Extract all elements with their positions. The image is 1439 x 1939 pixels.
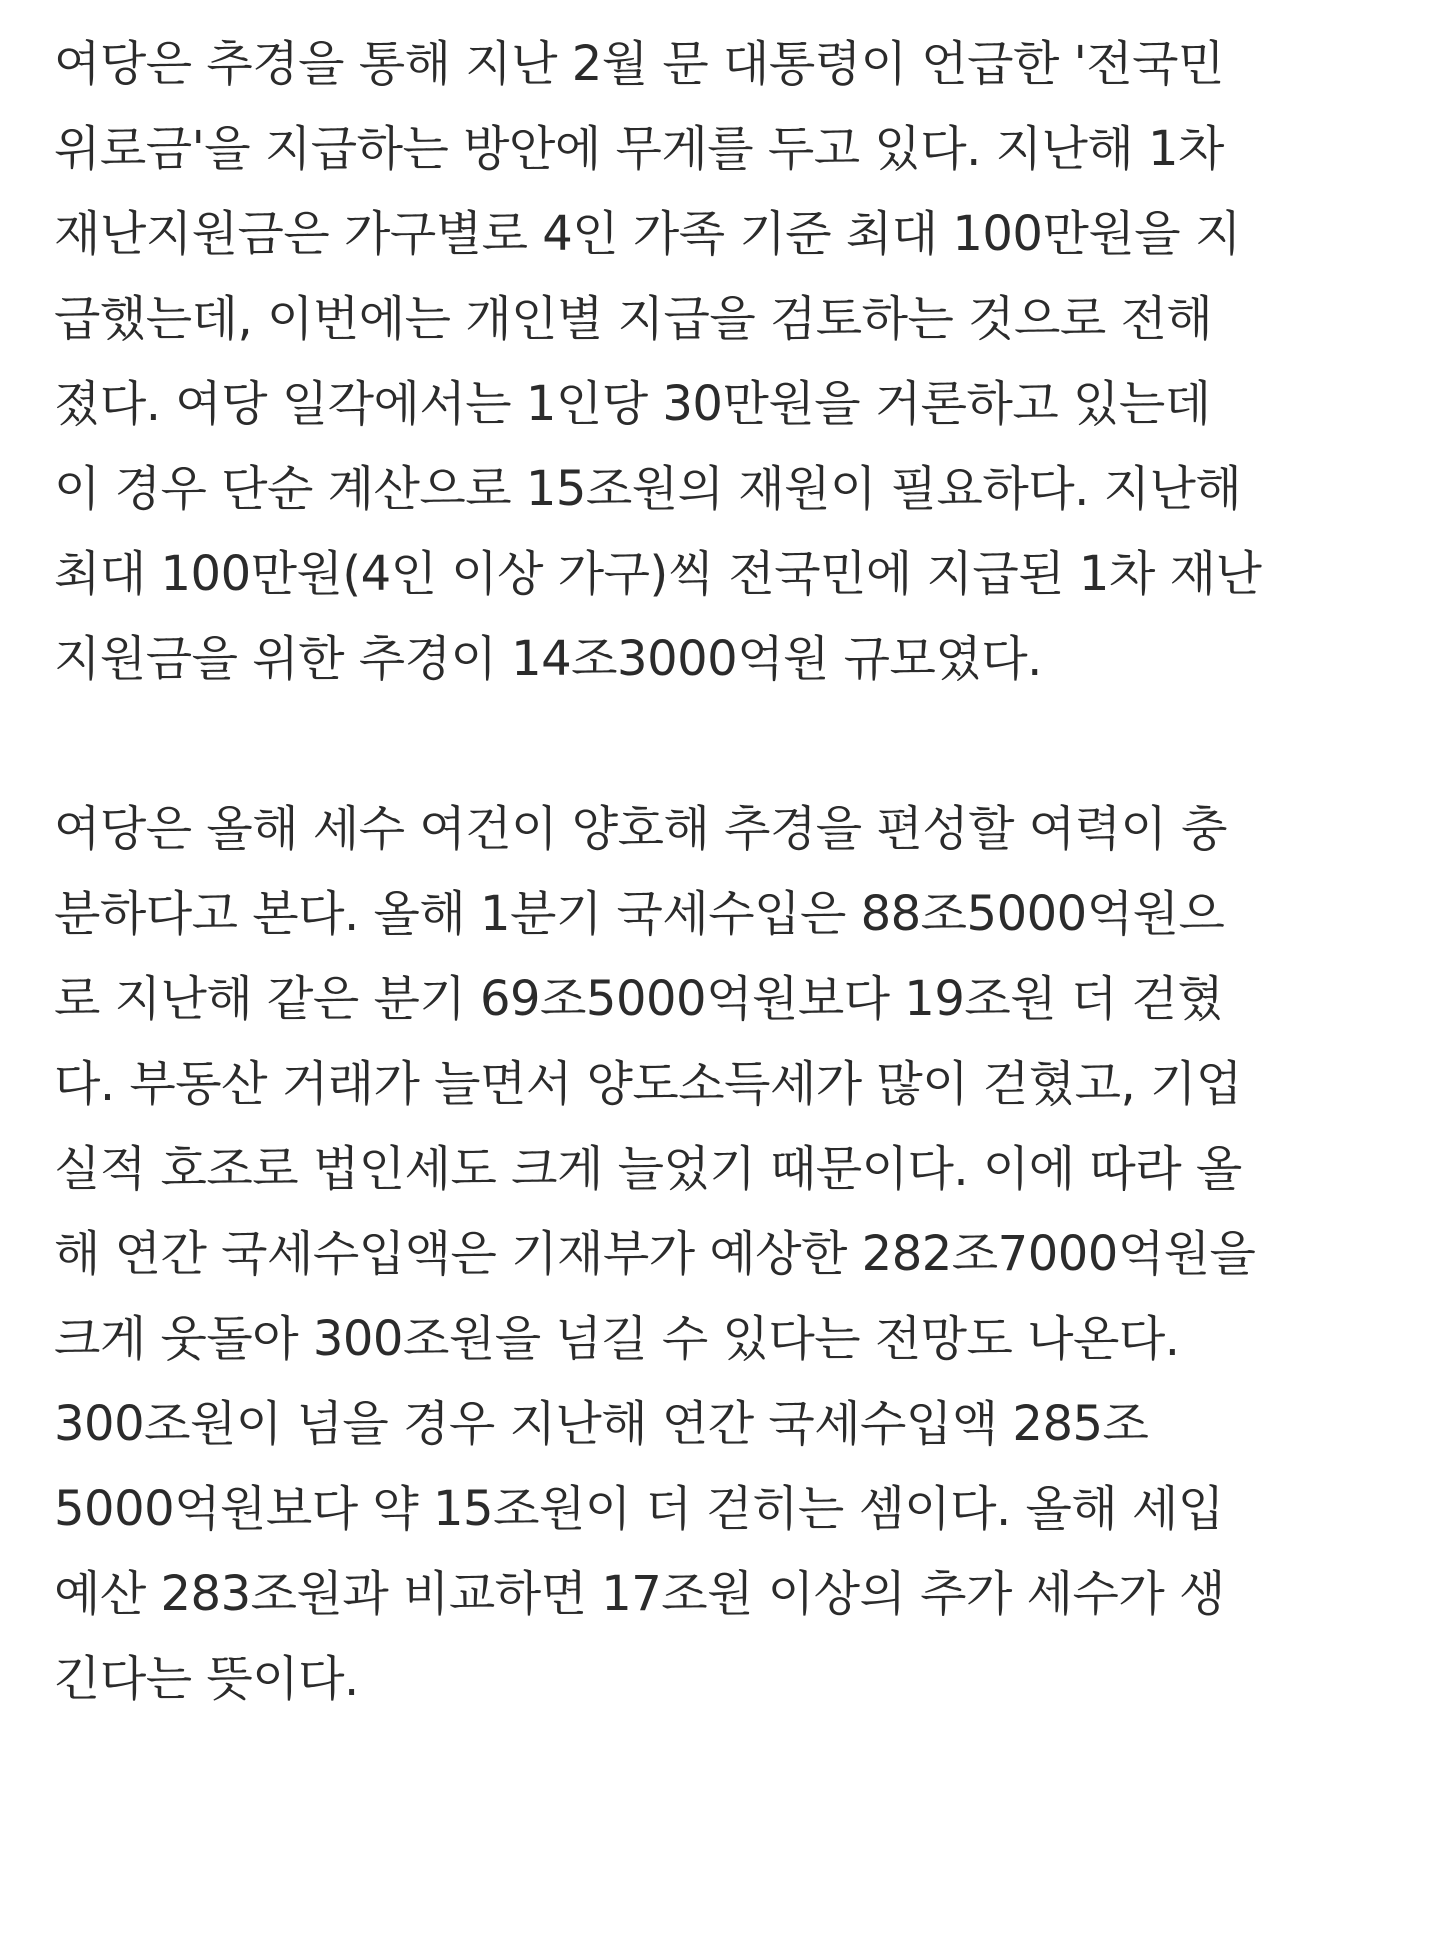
text-line: 다. 부동산 거래가 늘면서 양도소득세가 많이 걷혔고, 기업 (54, 1056, 1242, 1112)
text-line: 재난지원금은 가구별로 4인 가족 기준 최대 100만원을 지 (54, 206, 1241, 262)
text-line: 급했는데, 이번에는 개인별 지급을 검토하는 것으로 전해 (54, 291, 1213, 347)
text-line: 긴다는 뜻이다. (54, 1651, 359, 1707)
text-line: 5000억원보다 약 15조원이 더 걷히는 셈이다. 올해 세입 (54, 1481, 1224, 1537)
text-line: 여당은 추경을 통해 지난 2월 문 대통령이 언급한 '전국민 (54, 36, 1224, 92)
text-line: 실적 호조로 법인세도 크게 늘었기 때문이다. 이에 따라 올 (54, 1141, 1242, 1197)
text-line: 예산 283조원과 비교하면 17조원 이상의 추가 세수가 생 (54, 1566, 1225, 1622)
text-line: 분하다고 본다. 올해 1분기 국세수입은 88조5000억원으 (54, 886, 1225, 942)
text-line: 크게 웃돌아 300조원을 넘길 수 있다는 전망도 나온다. (54, 1311, 1180, 1367)
text-line: 지원금을 위한 추경이 14조3000억원 규모였다. (54, 631, 1042, 687)
text-line: 이 경우 단순 계산으로 15조원의 재원이 필요하다. 지난해 (54, 461, 1242, 517)
text-line: 위로금'을 지급하는 방안에 무게를 두고 있다. 지난해 1차 (54, 121, 1224, 177)
text-line: 여당은 올해 세수 여건이 양호해 추경을 편성할 여력이 충 (54, 801, 1228, 857)
text-line: 최대 100만원(4인 이상 가구)씩 전국민에 지급된 1차 재난 (54, 546, 1262, 602)
article-body (54, 22, 1414, 1722)
paragraph-1 (54, 22, 1414, 702)
text-line: 해 연간 국세수입액은 기재부가 예상한 282조7000억원을 (54, 1226, 1256, 1282)
text-line: 로 지난해 같은 분기 69조5000억원보다 19조원 더 걷혔 (54, 971, 1224, 1027)
text-line: 졌다. 여당 일각에서는 1인당 30만원을 거론하고 있는데 (54, 376, 1211, 432)
paragraph-2 (54, 787, 1414, 1722)
text-line: 300조원이 넘을 경우 지난해 연간 국세수입액 285조 (54, 1396, 1149, 1452)
